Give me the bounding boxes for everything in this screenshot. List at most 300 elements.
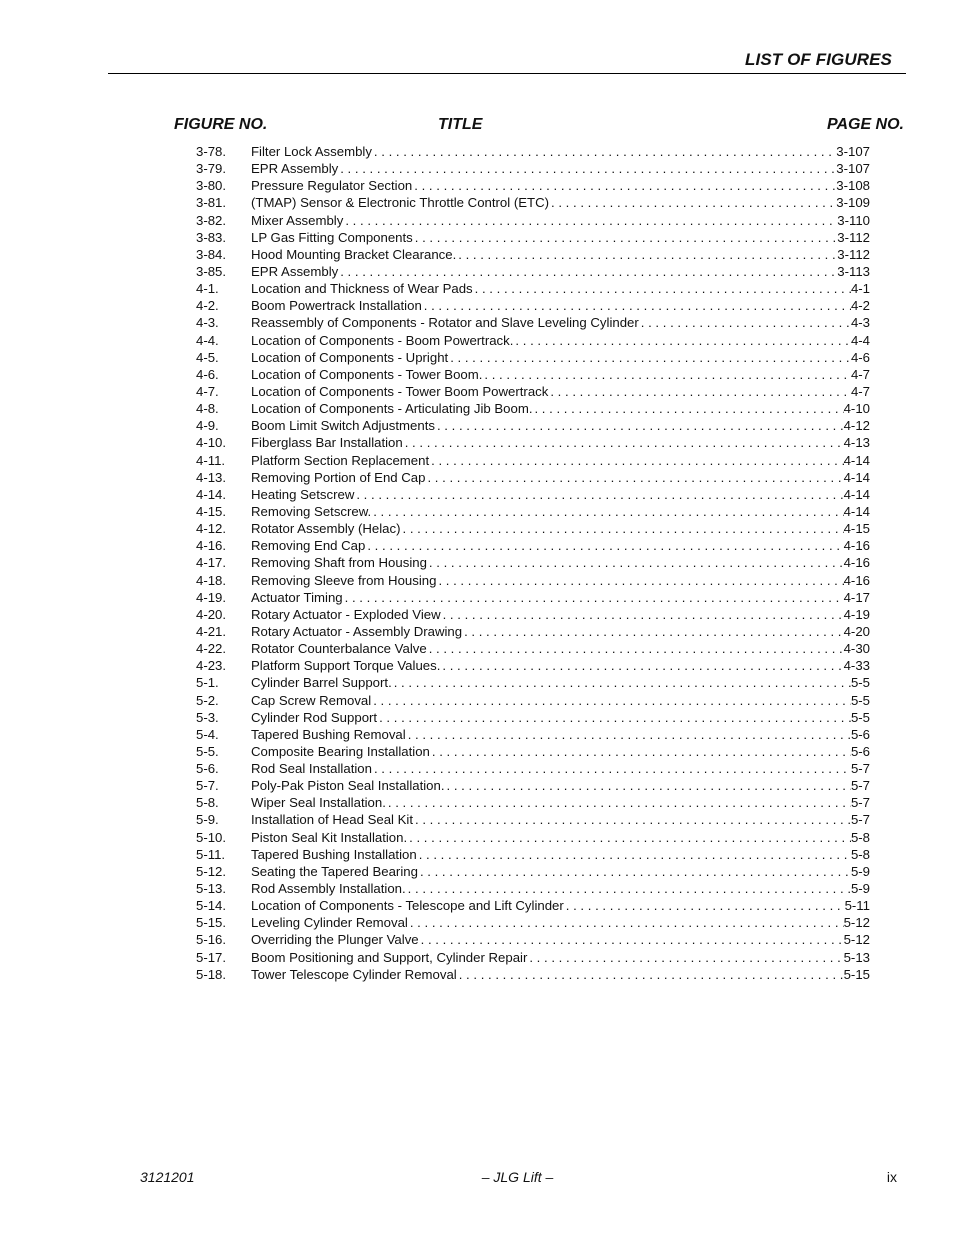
figure-entry: [196, 726, 870, 743]
figure-title: Fiberglass Bar Installation: [251, 435, 403, 451]
figure-entry: [196, 503, 870, 520]
figure-entry-line: [251, 400, 870, 417]
figure-page: 5-11: [844, 898, 870, 914]
figure-entry-line: [251, 469, 870, 486]
figure-entry: [196, 743, 870, 760]
figure-number: 5-11.: [196, 846, 226, 862]
dot-leader: [515, 332, 851, 349]
figure-page: 4-13: [843, 435, 870, 451]
figure-title: Composite Bearing Installation: [251, 743, 430, 759]
dot-leader: [394, 674, 851, 691]
figure-entry-line: [251, 383, 870, 400]
figure-page: 4-7: [850, 383, 870, 399]
figure-title: Cylinder Barrel Support.: [251, 675, 392, 691]
figure-no-heading: FIGURE NO.: [174, 116, 268, 133]
figure-title: Poly-Pak Piston Seal Installation.: [251, 778, 445, 794]
figure-number: 4-20.: [196, 606, 227, 622]
figure-page: 5-5: [850, 709, 870, 725]
figure-title: Platform Support Torque Values.: [251, 658, 441, 674]
figure-page: 5-9: [850, 881, 870, 897]
figure-number: 4-18.: [196, 572, 227, 588]
dot-leader: [367, 537, 843, 554]
figure-entry-line: [251, 674, 870, 691]
dot-leader: [447, 777, 851, 794]
figure-title: Hood Mounting Bracket Clearance.: [251, 246, 457, 262]
figure-entry-line: [251, 194, 870, 211]
figure-entry: [196, 966, 870, 983]
figure-page: 4-2: [850, 298, 870, 314]
figure-number: 4-11.: [196, 452, 226, 468]
figure-number: 5-8.: [196, 795, 219, 811]
figure-number: 4-21.: [196, 623, 227, 639]
dot-leader: [442, 657, 843, 674]
figure-page: 5-7: [850, 778, 870, 794]
figure-entry-line: [251, 160, 870, 177]
figure-number: 4-6.: [196, 366, 219, 382]
figure-entry-line: [251, 794, 870, 811]
figure-page: 3-112: [837, 246, 870, 262]
figure-entry-line: [251, 589, 870, 606]
figure-number: 5-14.: [196, 898, 227, 914]
figure-number: 5-1.: [196, 675, 219, 691]
figure-title: Reassembly of Components - Rotator and Slave Leveling Cylinder: [251, 315, 639, 331]
figure-number: 3-83.: [196, 229, 227, 245]
figure-number: 5-13.: [196, 881, 227, 897]
figure-title: Rod Assembly Installation.: [251, 881, 406, 897]
figure-page: 5-8: [850, 846, 870, 862]
dot-leader: [641, 314, 851, 331]
figure-entry-line: [251, 332, 870, 349]
figure-number: 5-6.: [196, 761, 219, 777]
figure-entry: [196, 829, 870, 846]
figure-title: Location of Components - Boom Powertrack.: [251, 332, 514, 348]
figure-title: Tapered Bushing Removal: [251, 726, 406, 742]
figure-entry-line: [251, 143, 870, 160]
figure-number: 4-5.: [196, 349, 219, 365]
figure-entry-line: [251, 520, 870, 537]
dot-leader: [566, 897, 845, 914]
figure-entry-line: [251, 297, 870, 314]
figure-number: 5-5.: [196, 743, 219, 759]
figure-title: Rod Seal Installation: [251, 761, 372, 777]
dot-leader: [432, 743, 851, 760]
figure-number: 5-17.: [196, 949, 227, 965]
figure-number: 5-15.: [196, 915, 227, 931]
figure-entry: [196, 623, 870, 640]
figure-entry-line: [251, 434, 870, 451]
figure-title: EPR Assembly: [251, 263, 339, 279]
figure-entry-line: [251, 709, 870, 726]
figure-entry: [196, 931, 870, 948]
figure-page: 4-16: [843, 572, 870, 588]
figure-entry-line: [251, 811, 870, 828]
figure-page: 4-17: [843, 589, 870, 605]
figure-entry: [196, 692, 870, 709]
dot-leader: [458, 246, 837, 263]
figure-title: Pressure Regulator Section: [251, 178, 413, 194]
figure-number: 5-16.: [196, 932, 227, 948]
figure-number: 3-79.: [196, 161, 227, 177]
dot-leader: [374, 143, 836, 160]
figure-entry-line: [251, 949, 870, 966]
figure-title: Heating Setscrew: [251, 486, 355, 502]
figure-title: Tower Telescope Cylinder Removal: [251, 966, 457, 982]
figure-entry-line: [251, 914, 870, 931]
figure-entry: [196, 263, 870, 280]
figure-entry-line: [251, 657, 870, 674]
figure-entry-line: [251, 897, 870, 914]
figure-title: Platform Section Replacement: [251, 452, 430, 468]
figure-title: Wiper Seal Installation.: [251, 795, 386, 811]
figure-page: 4-7: [850, 366, 870, 382]
figure-number: 4-15.: [196, 503, 227, 519]
figure-page: 3-107: [836, 144, 870, 159]
dot-leader: [408, 880, 851, 897]
figure-entry: [196, 760, 870, 777]
dot-leader: [438, 572, 843, 589]
figure-entry-line: [251, 692, 870, 709]
figure-number: 4-23.: [196, 658, 227, 674]
dot-leader: [534, 400, 843, 417]
figure-entry: [196, 349, 870, 366]
figure-title: Boom Powertrack Installation: [251, 298, 422, 314]
figure-page: 5-5: [850, 692, 870, 708]
figure-number: 5-2.: [196, 692, 219, 708]
figure-title: Installation of Head Seal Kit: [251, 812, 414, 828]
figure-page: 5-15: [843, 966, 870, 982]
dot-leader: [427, 469, 843, 486]
figure-entry: [196, 709, 870, 726]
figure-number: 4-8.: [196, 401, 219, 417]
figure-number: 5-7.: [196, 778, 219, 794]
figure-entry-line: [251, 486, 870, 503]
title-heading: TITLE: [438, 116, 483, 133]
figure-number: 5-4.: [196, 726, 219, 742]
dot-leader: [340, 263, 837, 280]
dot-leader: [464, 623, 844, 640]
figure-entry: [196, 332, 870, 349]
dot-leader: [437, 417, 844, 434]
figure-entry-line: [251, 349, 870, 366]
dot-leader: [415, 229, 837, 246]
dot-leader: [340, 160, 836, 177]
figure-title: Location of Components - Upright: [251, 349, 449, 365]
figure-title: Overriding the Plunger Valve: [251, 932, 419, 948]
figure-entry: [196, 897, 870, 914]
figure-list: [196, 143, 870, 983]
figure-entry: [196, 674, 870, 691]
figure-page: 4-6: [850, 349, 870, 365]
figure-page: 3-108: [836, 178, 870, 194]
figure-title: Boom Positioning and Support, Cylinder Repair: [251, 949, 528, 965]
figure-page: 3-113: [837, 263, 870, 279]
dot-leader: [475, 280, 851, 297]
figure-page: 4-30: [843, 641, 870, 657]
figure-page: 5-6: [850, 743, 870, 759]
dot-leader: [443, 606, 844, 623]
dot-leader: [405, 434, 844, 451]
column-headings: [0, 116, 954, 138]
figure-number: 3-82.: [196, 212, 227, 228]
figure-page: 4-14: [843, 503, 870, 519]
dot-leader: [551, 194, 836, 211]
figure-title: Removing Shaft from Housing: [251, 555, 427, 571]
figure-entry-line: [251, 606, 870, 623]
figure-page: 5-6: [850, 726, 870, 742]
figure-entry-line: [251, 229, 870, 246]
footer-doc-number: 3121201: [140, 1169, 195, 1185]
figure-entry: [196, 229, 870, 246]
figure-page: 4-10: [843, 401, 870, 417]
figure-number: 5-12.: [196, 863, 227, 879]
figure-entry: [196, 880, 870, 897]
figure-number: 3-81.: [196, 195, 227, 211]
figure-title: Rotary Actuator - Exploded View: [251, 606, 441, 622]
figure-entry: [196, 143, 870, 160]
figure-entry: [196, 314, 870, 331]
figure-page: 5-12: [843, 915, 870, 931]
dot-leader: [403, 520, 844, 537]
figure-number: 4-14.: [196, 486, 227, 502]
figure-entry: [196, 383, 870, 400]
figure-number: 3-80.: [196, 178, 227, 194]
figure-page: 5-9: [850, 863, 870, 879]
figure-title: Filter Lock Assembly: [251, 144, 372, 159]
figure-entry-line: [251, 503, 870, 520]
figure-entry: [196, 160, 870, 177]
figure-page: 4-14: [843, 486, 870, 502]
figure-entry: [196, 417, 870, 434]
figure-page: 5-7: [850, 795, 870, 811]
dot-leader: [529, 949, 843, 966]
figure-title: Removing Sleeve from Housing: [251, 572, 437, 588]
figure-number: 5-3.: [196, 709, 219, 725]
figure-entry: [196, 606, 870, 623]
figure-entry-line: [251, 880, 870, 897]
figure-title: EPR Assembly: [251, 161, 339, 177]
dot-leader: [379, 709, 851, 726]
figure-entry: [196, 777, 870, 794]
figure-entry-line: [251, 246, 870, 263]
dot-leader: [408, 726, 851, 743]
figure-number: 4-17.: [196, 555, 227, 571]
figure-entry-line: [251, 212, 870, 229]
figure-number: 4-7.: [196, 383, 219, 399]
figure-title: Location of Components - Telescope and Lift Cylinder: [251, 898, 564, 914]
dot-leader: [484, 366, 851, 383]
figure-entry-line: [251, 177, 870, 194]
figure-entry: [196, 914, 870, 931]
figure-entry: [196, 794, 870, 811]
figure-entry-line: [251, 537, 870, 554]
dot-leader: [459, 966, 844, 983]
figure-page: 5-8: [850, 829, 870, 845]
figure-entry: [196, 469, 870, 486]
figure-page: 4-33: [843, 658, 870, 674]
figure-number: 5-9.: [196, 812, 219, 828]
figure-page: 4-12: [843, 418, 870, 434]
figure-title: Seating the Tapered Bearing: [251, 863, 418, 879]
dot-leader: [345, 589, 844, 606]
figure-number: 4-2.: [196, 298, 219, 314]
header-rule: [108, 73, 906, 74]
figure-entry: [196, 177, 870, 194]
figure-entry: [196, 657, 870, 674]
dot-leader: [421, 931, 844, 948]
figure-number: 3-85.: [196, 263, 227, 279]
figure-page: 4-15: [843, 521, 870, 537]
figure-entry-line: [251, 280, 870, 297]
figure-page: 4-16: [843, 555, 870, 571]
dot-leader: [420, 863, 851, 880]
figure-page: 4-3: [850, 315, 870, 331]
figure-entry-line: [251, 743, 870, 760]
figure-entry-line: [251, 829, 870, 846]
dot-leader: [419, 846, 851, 863]
figure-entry-line: [251, 863, 870, 880]
figure-title: Rotator Counterbalance Valve: [251, 641, 427, 657]
dot-leader: [431, 452, 843, 469]
figure-title: Location and Thickness of Wear Pads: [251, 281, 473, 297]
figure-entry: [196, 863, 870, 880]
figure-title: Location of Components - Articulating Jib Boom.: [251, 401, 533, 417]
dot-leader: [424, 297, 851, 314]
figure-title: Removing Portion of End Cap: [251, 469, 426, 485]
dot-leader: [373, 503, 843, 520]
figure-title: Cap Screw Removal: [251, 692, 372, 708]
figure-number: 4-1.: [196, 281, 219, 297]
figure-entry-line: [251, 760, 870, 777]
figure-entry-line: [251, 417, 870, 434]
figure-entry: [196, 537, 870, 554]
figure-page: 5-13: [843, 949, 870, 965]
figure-entry-line: [251, 314, 870, 331]
page-no-heading: PAGE NO.: [826, 116, 904, 133]
figure-title: Removing Setscrew.: [251, 503, 372, 519]
figure-entry: [196, 949, 870, 966]
dot-leader: [373, 692, 851, 709]
figure-entry-line: [251, 572, 870, 589]
figure-page: 4-19: [843, 606, 870, 622]
figure-entry-line: [251, 623, 870, 640]
figure-entry: [196, 589, 870, 606]
figure-entry-line: [251, 554, 870, 571]
figure-title: Location of Components - Tower Boom.: [251, 366, 483, 382]
figure-entry: [196, 246, 870, 263]
dot-leader: [550, 383, 851, 400]
figure-entry: [196, 400, 870, 417]
figure-page: 4-20: [843, 623, 870, 639]
figure-title: Rotary Actuator - Assembly Drawing: [251, 623, 463, 639]
figure-title: Leveling Cylinder Removal: [251, 915, 408, 931]
figure-number: 4-3.: [196, 315, 219, 331]
figure-entry: [196, 520, 870, 537]
footer-page-number: ix: [886, 1169, 897, 1185]
figure-number: 3-84.: [196, 246, 227, 262]
figure-title: Actuator Timing: [251, 589, 343, 605]
figure-title: Rotator Assembly (Helac): [251, 521, 401, 537]
figure-title: Tapered Bushing Installation: [251, 846, 417, 862]
figure-page: 5-7: [850, 812, 870, 828]
footer-publisher: – JLG Lift –: [481, 1169, 554, 1185]
figure-entry: [196, 194, 870, 211]
dot-leader: [410, 914, 844, 931]
figure-page: 5-5: [850, 675, 870, 691]
figure-page: 4-14: [843, 469, 870, 485]
figure-entry: [196, 366, 870, 383]
figure-number: 4-4.: [196, 332, 219, 348]
figure-number: 4-13.: [196, 469, 227, 485]
dot-leader: [374, 760, 851, 777]
figure-number: 5-18.: [196, 966, 227, 982]
figure-title: Cylinder Rod Support: [251, 709, 378, 725]
figure-page: 4-1: [850, 281, 870, 297]
figure-title: Mixer Assembly: [251, 212, 344, 228]
figure-number: 4-10.: [196, 435, 227, 451]
dot-leader: [356, 486, 843, 503]
figure-entry-line: [251, 966, 870, 983]
dot-leader: [415, 811, 851, 828]
figure-page: 4-14: [843, 452, 870, 468]
figure-page: 5-12: [843, 932, 870, 948]
figure-page: 3-110: [837, 212, 870, 228]
figure-title: Location of Components - Tower Boom Powertrack: [251, 383, 549, 399]
figure-title: Piston Seal Kit Installation.: [251, 829, 408, 845]
dot-leader: [409, 829, 851, 846]
figure-page: 4-16: [843, 538, 870, 554]
figure-entry: [196, 452, 870, 469]
figure-entry-line: [251, 640, 870, 657]
figure-entry: [196, 486, 870, 503]
figure-entry: [196, 434, 870, 451]
dot-leader: [388, 794, 851, 811]
figure-page: 5-7: [850, 761, 870, 777]
figure-entry-line: [251, 846, 870, 863]
figure-page: 3-112: [837, 229, 870, 245]
figure-entry: [196, 212, 870, 229]
figure-entry: [196, 297, 870, 314]
figure-title: LP Gas Fitting Components: [251, 229, 413, 245]
figure-number: 4-16.: [196, 538, 227, 554]
figure-entry-line: [251, 263, 870, 280]
figure-entry: [196, 554, 870, 571]
figure-entry-line: [251, 777, 870, 794]
figure-number: 4-19.: [196, 589, 227, 605]
figure-number: 4-9.: [196, 418, 219, 434]
figure-number: 4-12.: [196, 521, 227, 537]
dot-leader: [345, 212, 837, 229]
figure-page: 3-107: [836, 161, 870, 177]
figure-entry: [196, 572, 870, 589]
figure-page: 3-109: [836, 195, 870, 211]
dot-leader: [429, 554, 844, 571]
figure-entry: [196, 280, 870, 297]
dot-leader: [429, 640, 844, 657]
figure-number: 5-10.: [196, 829, 227, 845]
page-header-title: LIST OF FIGURES: [745, 50, 892, 69]
figure-page: 4-4: [850, 332, 870, 348]
figure-entry: [196, 846, 870, 863]
figure-entry: [196, 811, 870, 828]
figure-entry-line: [251, 452, 870, 469]
figure-title: Boom Limit Switch Adjustments: [251, 418, 435, 434]
figure-entry-line: [251, 366, 870, 383]
figure-title: (TMAP) Sensor & Electronic Throttle Control (ETC): [251, 195, 550, 211]
figure-number: 4-22.: [196, 641, 227, 657]
figure-title: Removing End Cap: [251, 538, 366, 554]
figure-entry-line: [251, 726, 870, 743]
dot-leader: [450, 349, 851, 366]
